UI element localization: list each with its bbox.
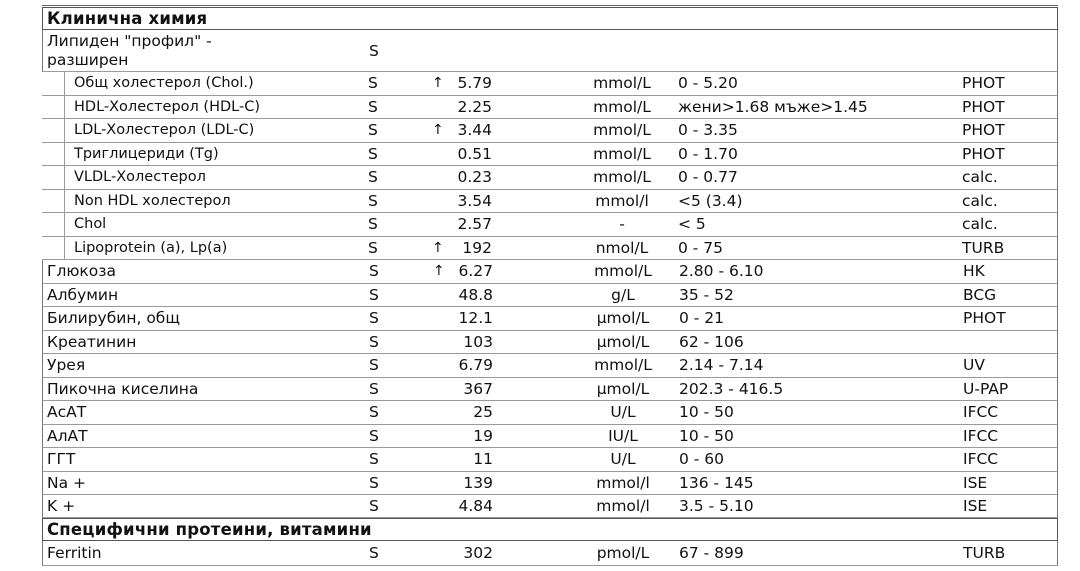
reference-range: 202.3 - 416.5: [679, 379, 784, 398]
sample-type: S: [369, 379, 379, 398]
sample-type: S: [369, 285, 379, 304]
method-code: calc.: [962, 215, 998, 234]
test-name: Ferritin: [47, 544, 102, 562]
result-value: 0.23: [457, 168, 492, 187]
reference-range: жени>1.68 мъже>1.45: [678, 97, 868, 116]
sample-type: S: [369, 309, 379, 328]
result-value: 5.79: [457, 74, 492, 93]
test-name: VLDL-Холестерол: [74, 169, 206, 186]
reference-range: 0 - 21: [679, 309, 725, 328]
result-value: 25: [473, 403, 493, 422]
reference-range: 67 - 899: [679, 544, 744, 562]
table-row: [42, 190, 1058, 214]
result-unit: nmol/L: [595, 238, 649, 257]
reference-range: 10 - 50: [679, 403, 734, 422]
result-value: 48.8: [458, 285, 493, 304]
table-row: [42, 237, 1058, 261]
result-unit: mmol/L: [593, 121, 651, 140]
method-code: IFCC: [963, 426, 999, 445]
table-row: [42, 143, 1058, 167]
sample-type: S: [368, 144, 378, 163]
table-row: [42, 495, 1058, 518]
result-value: 12.1: [458, 309, 493, 328]
test-name: Липиден "профил" - разширен: [47, 31, 212, 69]
reference-range: 0 - 75: [678, 238, 724, 257]
section-title: Клинична химия: [47, 9, 208, 28]
result-unit: mmol/L: [593, 144, 651, 163]
method-code: PHOT: [962, 144, 1005, 163]
test-name: Пикочна киселина: [47, 379, 199, 398]
test-name: Триглицериди (Tg): [74, 145, 219, 162]
sample-type: S: [368, 215, 378, 234]
reference-range: 2.80 - 6.10: [679, 262, 764, 281]
sample-type: S: [369, 544, 379, 562]
sample-type: S: [368, 121, 378, 140]
sample-type: S: [369, 262, 379, 281]
table-row: [42, 119, 1058, 143]
table-row: [42, 401, 1058, 425]
result-value: 11: [473, 450, 493, 469]
table-row: [42, 331, 1058, 355]
table-row: [42, 354, 1058, 378]
method-code: ISE: [963, 497, 988, 515]
sample-type: S: [369, 426, 379, 445]
reference-range: 0 - 3.35: [678, 121, 738, 140]
result-unit: µmol/L: [596, 379, 650, 398]
result-unit: mmol/L: [594, 356, 652, 375]
sample-type: S: [368, 168, 378, 187]
reference-range: <5 (3.4): [678, 191, 743, 210]
test-name: Lipoprotein (a), Lp(a): [74, 239, 228, 256]
method-code: UV: [963, 356, 985, 375]
table-row: [42, 96, 1058, 120]
result-value: 302: [463, 544, 493, 562]
result-unit: U/L: [610, 450, 636, 469]
sample-type: S: [368, 191, 378, 210]
result-value: 2.25: [457, 97, 492, 116]
sample-type: S: [369, 497, 379, 515]
result-value: 3.44: [457, 121, 492, 140]
method-code: HK: [963, 262, 985, 281]
result-value: 367: [463, 379, 493, 398]
test-name: Билирубин, общ: [47, 309, 180, 328]
table-row: [42, 213, 1058, 237]
result-unit: mmol/l: [595, 191, 649, 210]
result-unit: mmol/L: [593, 74, 651, 93]
sample-type: S: [368, 74, 378, 93]
method-code: PHOT: [963, 309, 1006, 328]
sample-type: S: [369, 356, 379, 375]
test-name: Албумин: [47, 285, 119, 304]
test-name: Na +: [47, 473, 87, 492]
sample-type: S: [369, 450, 379, 469]
table-row: [42, 472, 1058, 496]
method-code: IFCC: [963, 450, 999, 469]
test-name: Общ холестерол (Chol.): [74, 75, 254, 92]
lab-results-sheet: [42, 0, 1058, 571]
section-title: Специфични протеини, витамини: [47, 520, 372, 539]
result-unit: pmol/L: [596, 544, 650, 562]
result-unit: U/L: [610, 403, 636, 422]
table-row: [42, 378, 1058, 402]
test-name: Креатинин: [47, 332, 137, 351]
test-name: ГГТ: [47, 450, 76, 469]
test-name: Chol: [74, 216, 107, 233]
reference-range: 10 - 50: [679, 426, 734, 445]
result-unit: µmol/L: [596, 332, 650, 351]
result-value: 2.57: [457, 215, 492, 234]
method-code: PHOT: [962, 74, 1005, 93]
result-unit: g/L: [611, 285, 635, 304]
section-header: [42, 518, 1058, 541]
high-flag-icon: ↑: [432, 75, 444, 92]
table-row: [42, 541, 1058, 566]
test-name: АсАТ: [47, 403, 87, 422]
table-row: [42, 425, 1058, 449]
result-value: 0.51: [457, 144, 492, 163]
table-row: [42, 307, 1058, 331]
test-name: Non HDL холестерол: [74, 192, 231, 209]
reference-range: 0 - 5.20: [678, 74, 738, 93]
reference-range: < 5: [678, 215, 706, 234]
reference-range: 62 - 106: [679, 332, 744, 351]
high-flag-icon: ↑: [433, 263, 445, 280]
method-code: TURB: [963, 544, 1006, 562]
result-value: 4.84: [458, 497, 493, 515]
result-value: 6.79: [458, 356, 493, 375]
sample-type: S: [369, 41, 379, 60]
table-row: [42, 72, 1058, 96]
table-row: [42, 448, 1058, 472]
test-name: K +: [47, 497, 76, 515]
reference-range: 0 - 0.77: [678, 168, 738, 187]
method-code: calc.: [962, 168, 998, 187]
result-value: 192: [462, 238, 492, 257]
reference-range: 35 - 52: [679, 285, 734, 304]
result-unit: mmol/l: [596, 497, 650, 515]
sample-type: S: [369, 473, 379, 492]
method-code: BCG: [963, 285, 997, 304]
method-code: ISE: [963, 473, 988, 492]
table-row: [42, 166, 1058, 190]
result-unit: -: [619, 215, 625, 234]
sample-type: S: [368, 97, 378, 116]
result-value: 103: [463, 332, 493, 351]
table-row: [42, 284, 1058, 308]
reference-range: 3.5 - 5.10: [679, 497, 754, 515]
result-unit: mmol/l: [596, 473, 650, 492]
reference-range: 0 - 60: [679, 450, 725, 469]
test-name: LDL-Холестерол (LDL-C): [74, 122, 255, 139]
reference-range: 0 - 1.70: [678, 144, 738, 163]
test-name: АлАТ: [47, 426, 88, 445]
test-name: Глюкоза: [47, 262, 116, 281]
reference-range: 136 - 145: [679, 473, 754, 492]
sample-type: S: [369, 403, 379, 422]
result-unit: mmol/L: [594, 262, 652, 281]
result-value: 19: [473, 426, 493, 445]
table-row: [42, 260, 1058, 284]
method-code: U-PAP: [963, 379, 1009, 398]
method-code: PHOT: [962, 97, 1005, 116]
result-value: 3.54: [457, 191, 492, 210]
sample-type: S: [369, 332, 379, 351]
result-unit: µmol/L: [596, 309, 650, 328]
method-code: PHOT: [962, 121, 1005, 140]
method-code: calc.: [962, 191, 998, 210]
result-value: 6.27: [458, 262, 493, 281]
top-divider: [42, 5, 1058, 6]
result-value: 139: [463, 473, 493, 492]
method-code: TURB: [962, 238, 1005, 257]
section-header: [42, 7, 1058, 30]
high-flag-icon: ↑: [432, 122, 444, 139]
reference-range: 2.14 - 7.14: [679, 356, 764, 375]
result-unit: IU/L: [608, 426, 638, 445]
result-unit: mmol/L: [593, 168, 651, 187]
test-name: Урея: [47, 356, 86, 375]
test-name: HDL-Холестерол (HDL-C): [74, 98, 260, 115]
high-flag-icon: ↑: [432, 239, 444, 256]
table-row: [42, 30, 1058, 72]
result-unit: mmol/L: [593, 97, 651, 116]
sample-type: S: [368, 238, 378, 257]
method-code: IFCC: [963, 403, 999, 422]
